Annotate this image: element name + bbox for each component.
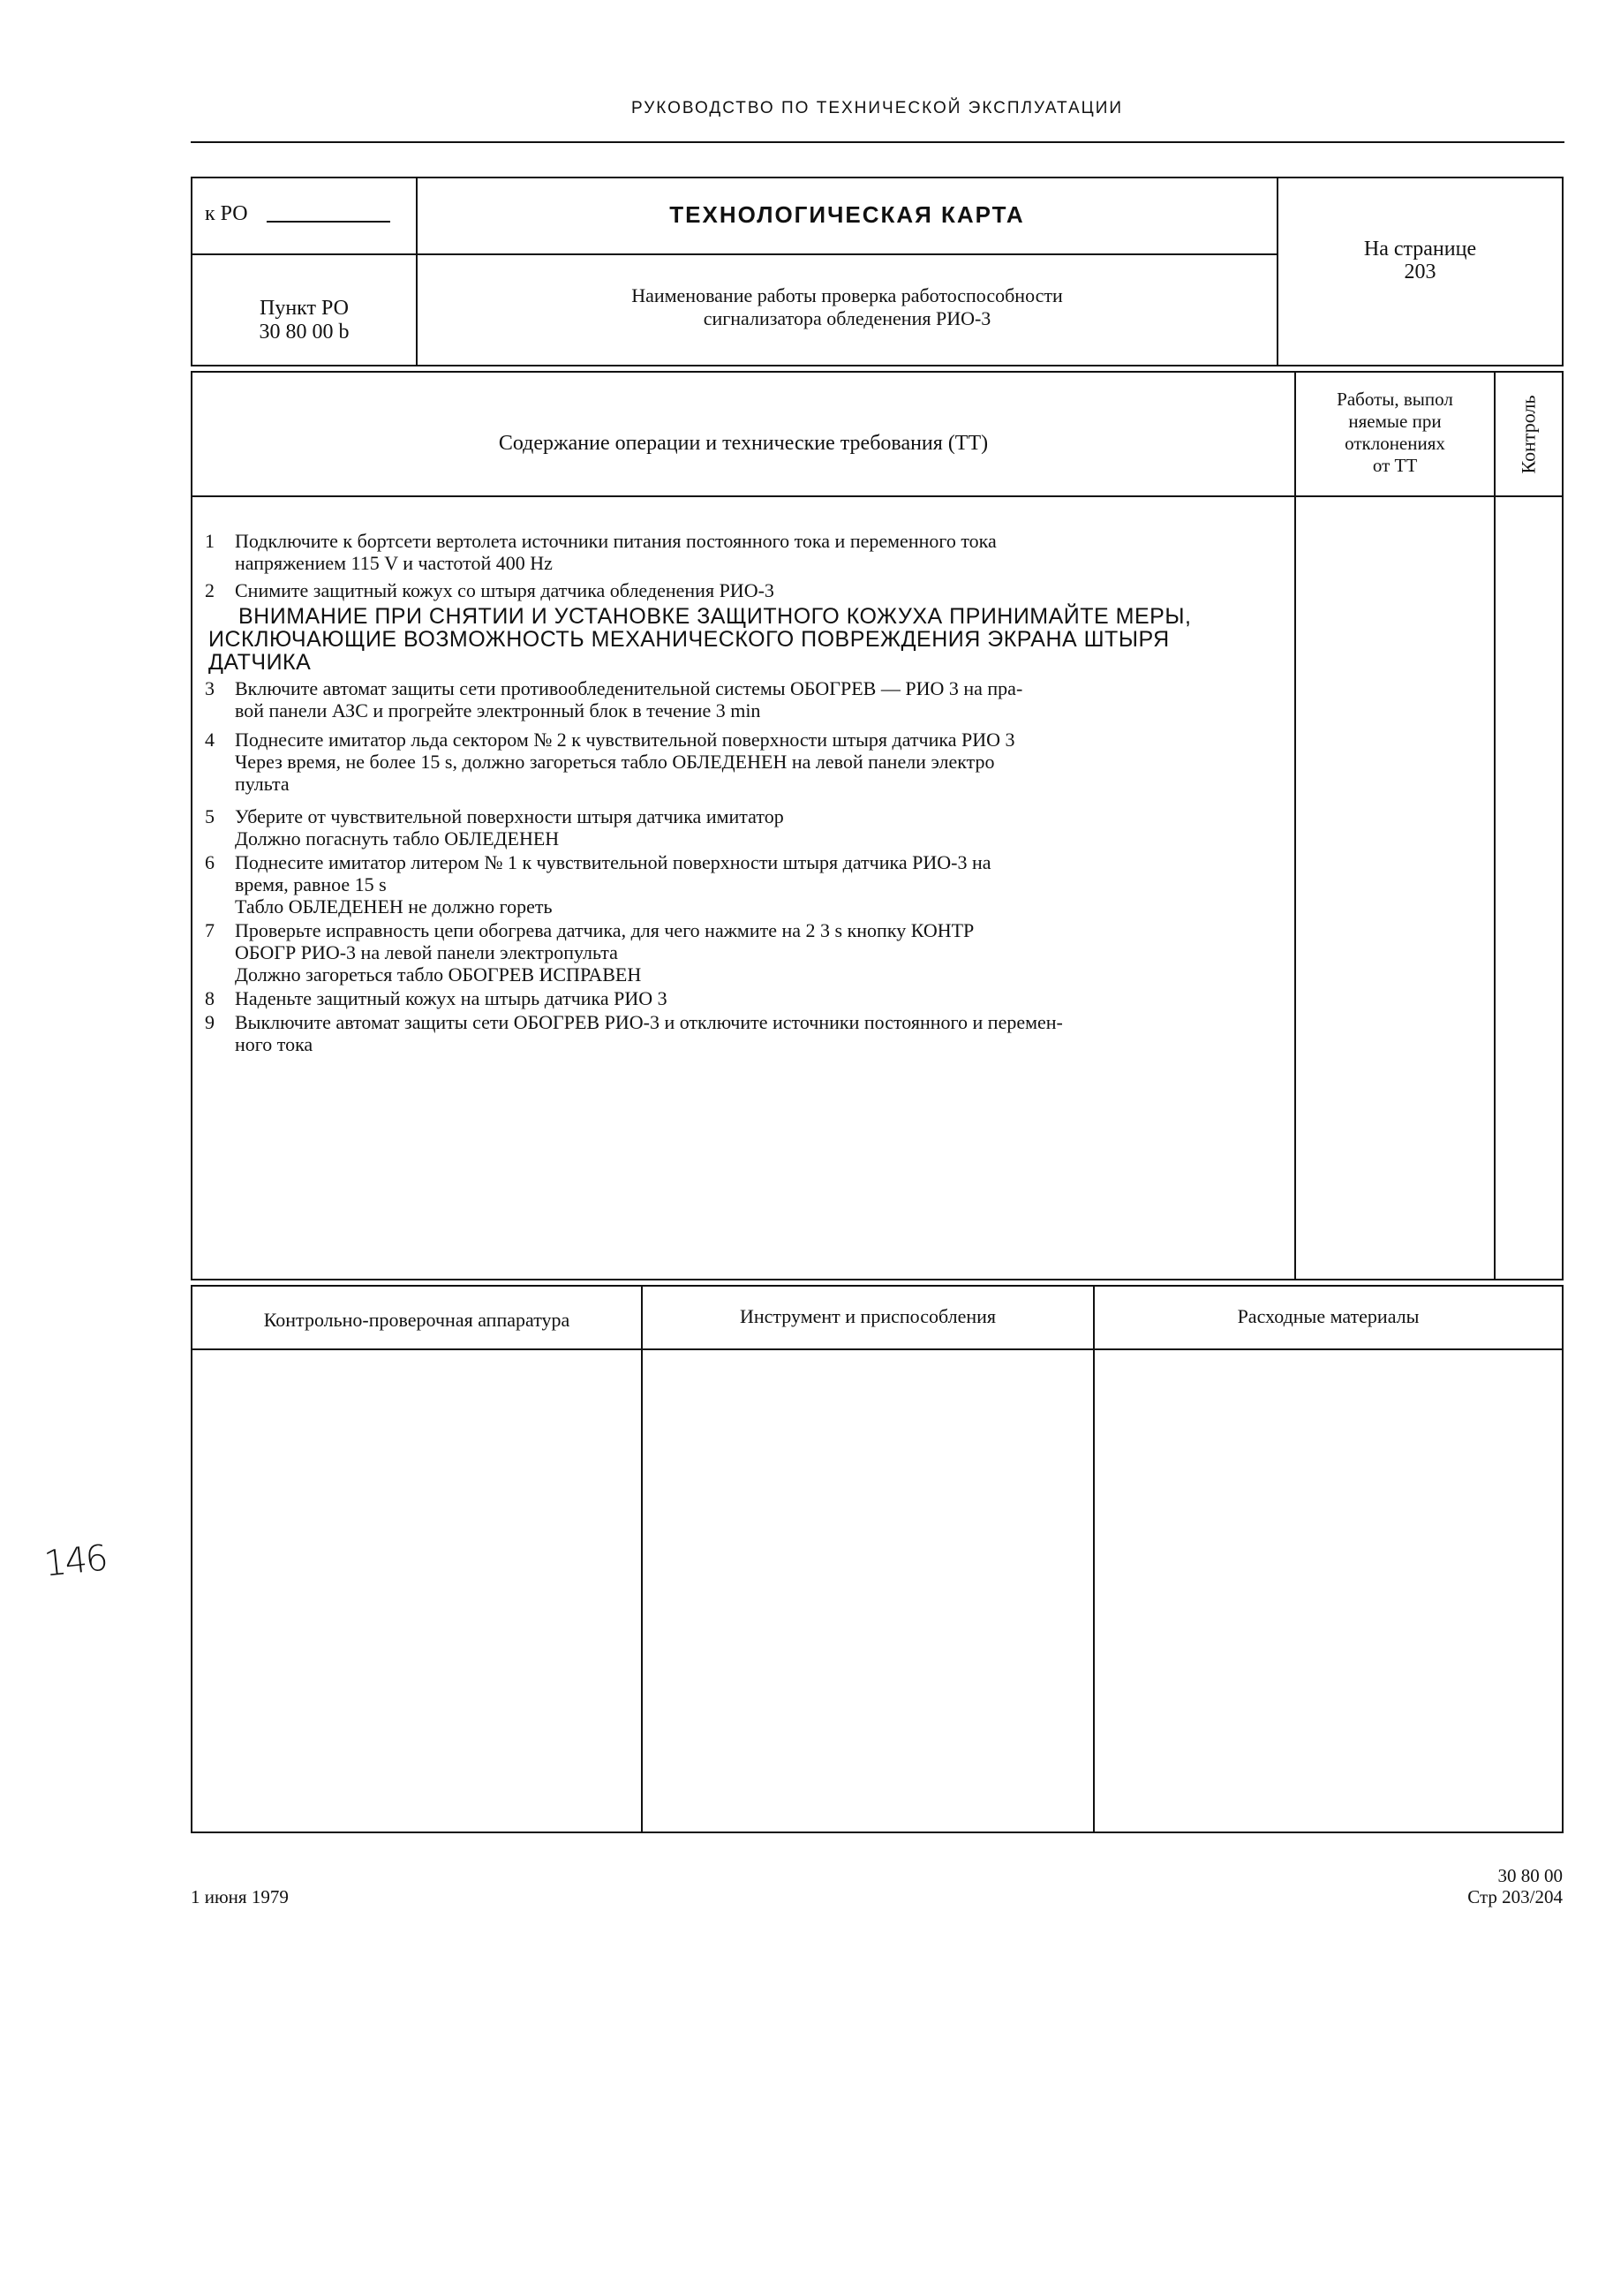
operation-line: Снимите защитный кожух со штыря датчика обледенения РИО-3	[235, 579, 774, 601]
card-top-border	[191, 177, 1564, 178]
materials-left-border	[191, 1285, 192, 1833]
operation-item	[200, 919, 1278, 986]
deviation-header-line-4: от ТТ	[1372, 455, 1418, 476]
running-header: РУКОВОДСТВО ПО ТЕХНИЧЕСКОЙ ЭКСПЛУАТАЦИИ	[630, 99, 1124, 117]
ops-bottom-border	[191, 1279, 1564, 1280]
ref-label: к РО	[205, 202, 248, 225]
deviation-header-line-1: Работы, выпол	[1337, 389, 1453, 410]
operation-line: Должно загореться табло ОБОГРЕВ ИСПРАВЕН	[235, 963, 642, 986]
operation-line: ного тока	[235, 1033, 313, 1055]
tools-header: Инструмент и приспособления	[739, 1305, 997, 1327]
materials-col-divider-2	[1093, 1285, 1095, 1833]
control-column-header-cell	[1496, 373, 1562, 495]
warning-block	[200, 605, 1278, 674]
ref-blank-line	[267, 221, 390, 223]
deviation-column-header	[1296, 389, 1494, 477]
warning-line: ИСКЛЮЧАЮЩИЕ ВОЗМОЖНОСТЬ МЕХАНИЧЕСКОГО ПОВРЕЖДЕНИЯ ЭКРАНА ШТЫРЯ	[208, 627, 1170, 652]
operation-number: 1	[205, 530, 215, 552]
work-name-line-2: сигнализатора обледенения РИО-3	[703, 307, 991, 329]
card-right-border	[1562, 177, 1564, 366]
card-title: ТЕХНОЛОГИЧЕСКАЯ КАРТА	[669, 201, 1025, 228]
footer-date: 1 июня 1979	[191, 1886, 289, 1907]
consumables-header: Расходные материалы	[1237, 1305, 1420, 1327]
ops-header-divider	[191, 495, 1564, 497]
operation-item	[200, 851, 1278, 918]
operation-line: Проверьте исправность цепи обогрева датчика, для чего нажмите на 2 3 s кнопку КОНТР	[235, 919, 975, 941]
materials-right-border	[1562, 1285, 1564, 1833]
operation-item	[200, 1011, 1278, 1055]
operation-line: Наденьте защитный кожух на штырь датчика РИО 3	[235, 987, 667, 1009]
operation-line: Включите автомат защиты сети противообледенительной системы ОБОГРЕВ — РИО 3 на пра-	[235, 677, 1023, 699]
operation-line: Должно погаснуть табло ОБЛЕДЕНЕН	[235, 827, 560, 850]
handwritten-page-note: 146	[41, 1537, 109, 1585]
ops-top-border	[191, 371, 1564, 373]
operation-line: напряжением 115 V и частотой 400 Hz	[235, 552, 553, 574]
operation-number: 7	[205, 919, 215, 941]
deviation-header-line-2: няемые при	[1348, 411, 1442, 432]
operation-line: вой панели АЗС и прогрейте электронный блок в течение 3 min	[235, 699, 761, 721]
operation-line: Выключите автомат защиты сети ОБОГРЕВ РИО-3 и отключите источники постоянного и перемен-	[235, 1011, 1063, 1033]
operation-line: ОБОГР РИО-3 на левой панели электропульта	[235, 941, 618, 963]
work-name-line-1: Наименование работы проверка работоспособности	[631, 284, 1063, 306]
warning-line: ВНИМАНИЕ ПРИ СНЯТИИ И УСТАНОВКЕ ЗАЩИТНОГО КОЖУХА ПРИНИМАЙТЕ МЕРЫ,	[238, 604, 1192, 629]
card-title-divider	[191, 253, 1278, 255]
operation-item	[200, 805, 1278, 850]
operation-line: Табло ОБЛЕДЕНЕН не должно гореть	[235, 895, 553, 918]
page-label: На странице	[1363, 238, 1477, 261]
deviation-header-line-3: отклонениях	[1345, 433, 1445, 454]
operation-item	[200, 530, 1278, 574]
operation-line: Подключите к бортсети вертолета источники питания постоянного тока и переменного тока	[235, 530, 997, 552]
operation-line: Через время, не более 15 s, должно загореться табло ОБЛЕДЕНЕН на левой панели электро	[235, 751, 995, 773]
ops-col-divider-2	[1494, 371, 1496, 1280]
operation-line: время, равное 15 s	[235, 873, 387, 895]
operation-number: 9	[205, 1011, 215, 1033]
operation-item	[200, 677, 1278, 721]
page-number: 203	[1404, 261, 1436, 283]
ops-left-border	[191, 371, 192, 1280]
item-label: Пункт РО	[260, 297, 349, 320]
materials-col-divider-1	[641, 1285, 643, 1833]
operation-number: 3	[205, 677, 215, 699]
operation-number: 5	[205, 805, 215, 827]
operation-line: Поднесите имитатор льда сектором № 2 к чувствительной поверхности штыря датчика РИО 3	[235, 729, 1015, 751]
operation-item	[200, 579, 1278, 601]
ops-col-divider-1	[1294, 371, 1296, 1280]
operation-number: 4	[205, 729, 215, 751]
warning-line: ДАТЧИКА	[208, 650, 312, 675]
header-rule	[191, 141, 1564, 143]
operation-number: 8	[205, 987, 215, 1009]
operations-list	[200, 530, 1278, 1055]
test-equipment-header: Контрольно-проверочная аппаратура	[263, 1309, 570, 1331]
operation-line: пульта	[235, 773, 290, 795]
operation-number: 2	[205, 579, 215, 601]
control-column-header: Контроль	[1517, 395, 1540, 473]
item-number: 30 80 00 b	[259, 321, 350, 344]
content-column-header: Содержание операции и технические требования (ТТ)	[498, 432, 989, 455]
materials-header-divider	[191, 1348, 1564, 1350]
materials-bottom-border	[191, 1832, 1564, 1833]
operation-line: Уберите от чувствительной поверхности штыря датчика имитатор	[235, 805, 784, 827]
ops-right-border	[1562, 371, 1564, 1280]
card-bottom-border	[191, 365, 1564, 366]
footer-page: Стр 203/204	[1467, 1886, 1563, 1907]
operation-line: Поднесите имитатор литером № 1 к чувствительной поверхности штыря датчика РИО-3 на	[235, 851, 991, 873]
operation-item	[200, 729, 1278, 795]
materials-top-border	[191, 1285, 1564, 1287]
operation-number: 6	[205, 851, 215, 873]
footer-code: 30 80 00	[1497, 1865, 1563, 1886]
operation-item	[200, 987, 1278, 1009]
